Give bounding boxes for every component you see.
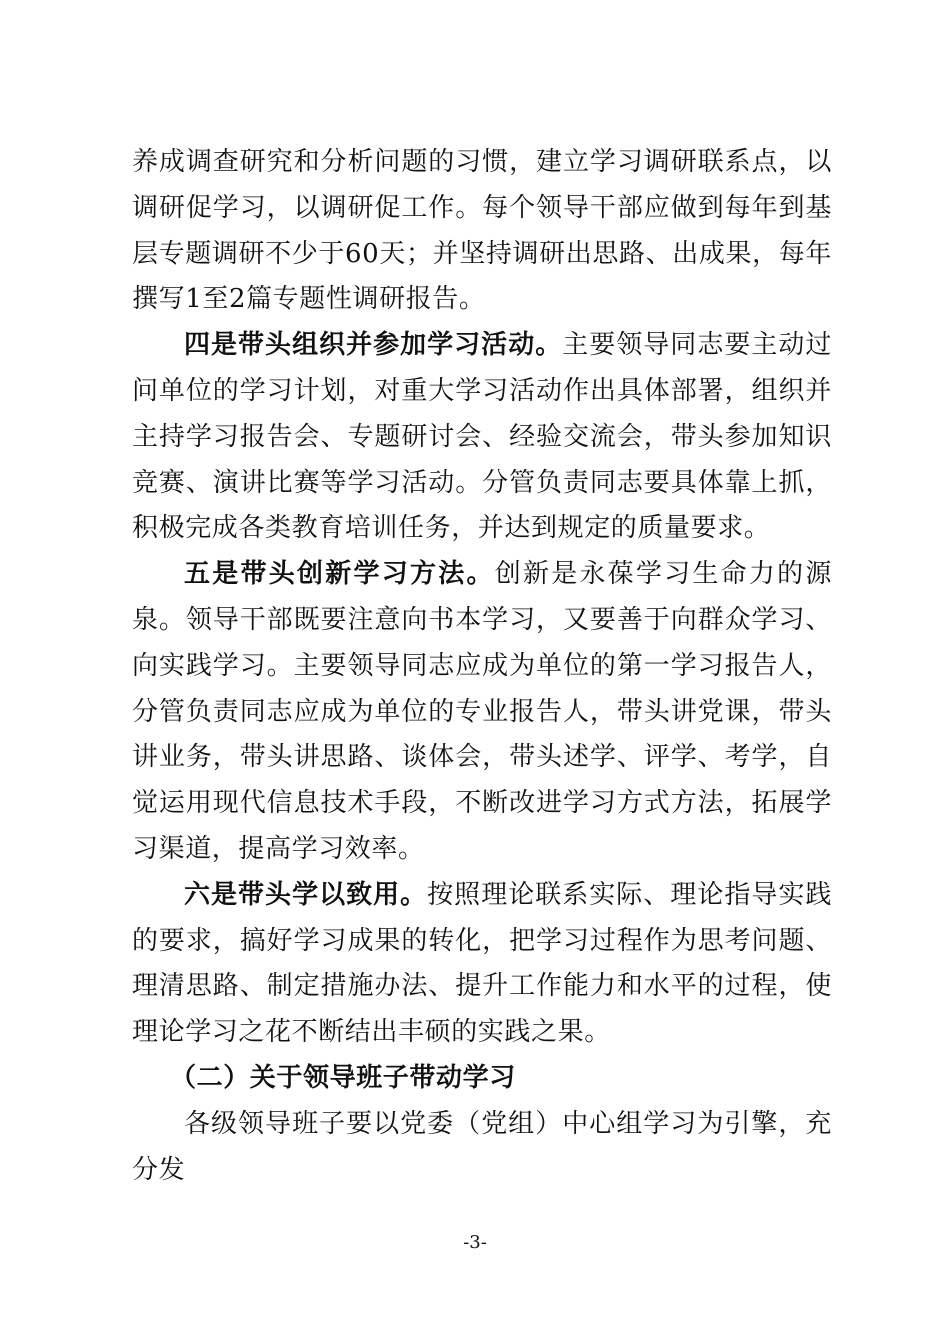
paragraph-lead: 四是带头组织并参加学习活动。 bbox=[184, 330, 563, 361]
paragraph-text: 按照理论联系实际、理论指导实践的要求，搞好学习成果的转化，把学习过程作为思考问题、理清思路、制定措施办法、提升工作能力和水平的过程，使理论学习之花不断结出丰硕的实践之果。 bbox=[132, 879, 832, 1048]
document-body bbox=[132, 140, 832, 1193]
paragraph-item-four bbox=[132, 323, 832, 552]
paragraph-final: 各级领导班子要以党委（党组）中心组学习为引擎，充分发 bbox=[132, 1108, 832, 1185]
page-number: -3- bbox=[463, 1232, 487, 1253]
paragraph-lead: 五是带头创新学习方法。 bbox=[184, 559, 495, 590]
paragraph-text: 创新是永葆学习生命力的源泉。领导干部既要注意向书本学习，又要善于向群众学习、向实践学习。主要领导同志应成为单位的第一学习报告人，分管负责同志应成为单位的专业报告人，带头讲党课，带头讲业务，带头讲思路、谈体会，带头述学、评学、考学，自觉运用现代信息技术手段，不断改进学习方式方法，拓展学习渠道，提高学习效率。 bbox=[132, 559, 832, 864]
section-heading: （二）关于领导班子带动学习 bbox=[170, 1062, 516, 1093]
paragraph-item-five bbox=[132, 552, 832, 873]
paragraph-lead: 六是带头学以致用。 bbox=[184, 879, 428, 910]
paragraph-continuation bbox=[132, 140, 832, 323]
paragraph-text: 主要领导同志要主动过问单位的学习计划，对重大学习活动作出具体部署，组织并主持学习报告会、专题研讨会、经验交流会，带头参加知识竞赛、演讲比赛等学习活动。分管负责同志要具体靠上抓，积极完成各类教育培训任务，并达到规定的质量要求。 bbox=[132, 330, 832, 544]
paragraph-item-six bbox=[132, 873, 832, 1056]
paragraph-text: 养成调查研究和分析问题的习惯，建立学习调研联系点，以调研促学习，以调研促工作。每个领导干部应做到每年到基层专题调研不少于60天；并坚持调研出思路、出成果，每年撰写1至2篇专题性调研报告。 bbox=[132, 147, 832, 315]
